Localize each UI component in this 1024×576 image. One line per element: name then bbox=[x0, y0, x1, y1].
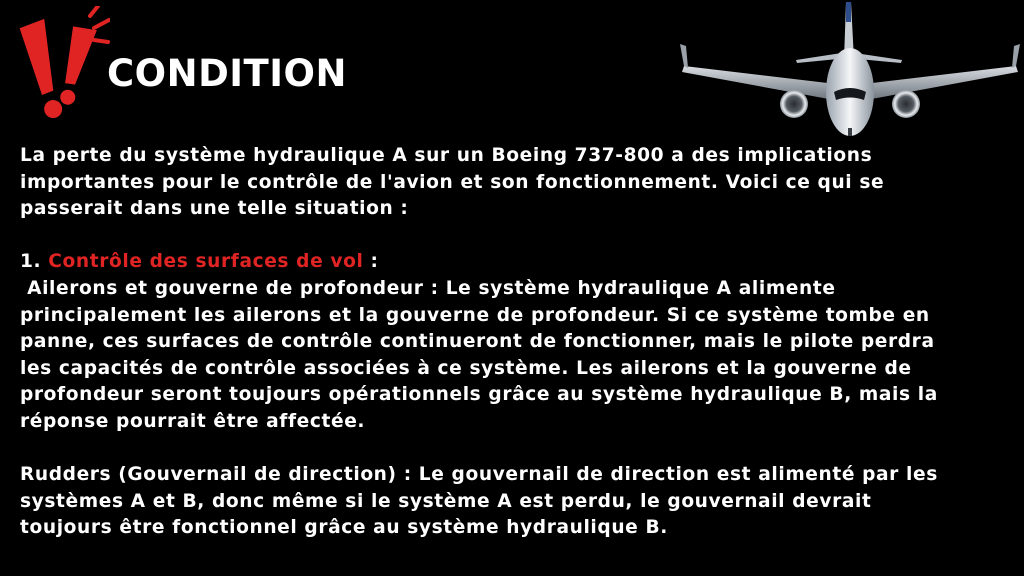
spacer bbox=[20, 223, 1010, 250]
section-2-line: Rudders (Gouvernail de direction) : Le gouvernail de direction est alimenté par les bbox=[20, 464, 938, 486]
section-1-number: 1. bbox=[20, 251, 49, 273]
spacer bbox=[20, 436, 1010, 463]
intro-line: passerait dans une telle situation : bbox=[20, 198, 409, 220]
section-1-line: panne, ces surfaces de contrôle continueront de fonctionner, mais le pilote perdra bbox=[20, 331, 935, 353]
exclamation-alert-icon bbox=[14, 6, 110, 126]
section-1-suffix: : bbox=[363, 251, 379, 273]
section-2-line: systèmes A et B, donc même si le système A est perdu, le gouvernail devrait bbox=[20, 490, 872, 512]
section-1-line: réponse pourrait être affectée. bbox=[20, 410, 366, 432]
page-title: CONDITION bbox=[107, 52, 347, 95]
section-2-line: toujours être fonctionnel grâce au système hydraulique B. bbox=[20, 517, 668, 539]
body-text bbox=[20, 143, 1010, 542]
intro-line: importantes pour le contrôle de l'avion et son fonctionnement. Voici ce qui se bbox=[20, 171, 885, 193]
section-1-line: les capacités de contrôle associées à ce système. Les ailerons et la gouverne de bbox=[20, 357, 912, 379]
section-1-line: principalement les ailerons et la gouverne de profondeur. Si ce système tombe en bbox=[20, 304, 930, 326]
section-1-title: Contrôle des surfaces de vol bbox=[48, 251, 364, 273]
section-1-heading bbox=[20, 249, 1010, 276]
section-1-line: Ailerons et gouverne de profondeur : Le système hydraulique A alimente bbox=[20, 277, 836, 299]
airplane-front-view-icon bbox=[676, 0, 1024, 140]
intro-line: La perte du système hydraulique A sur un Boeing 737-800 a des implications bbox=[20, 145, 873, 166]
section-1-line: profondeur seront toujours opérationnels grâce au système hydraulique B, mais la bbox=[20, 384, 938, 406]
